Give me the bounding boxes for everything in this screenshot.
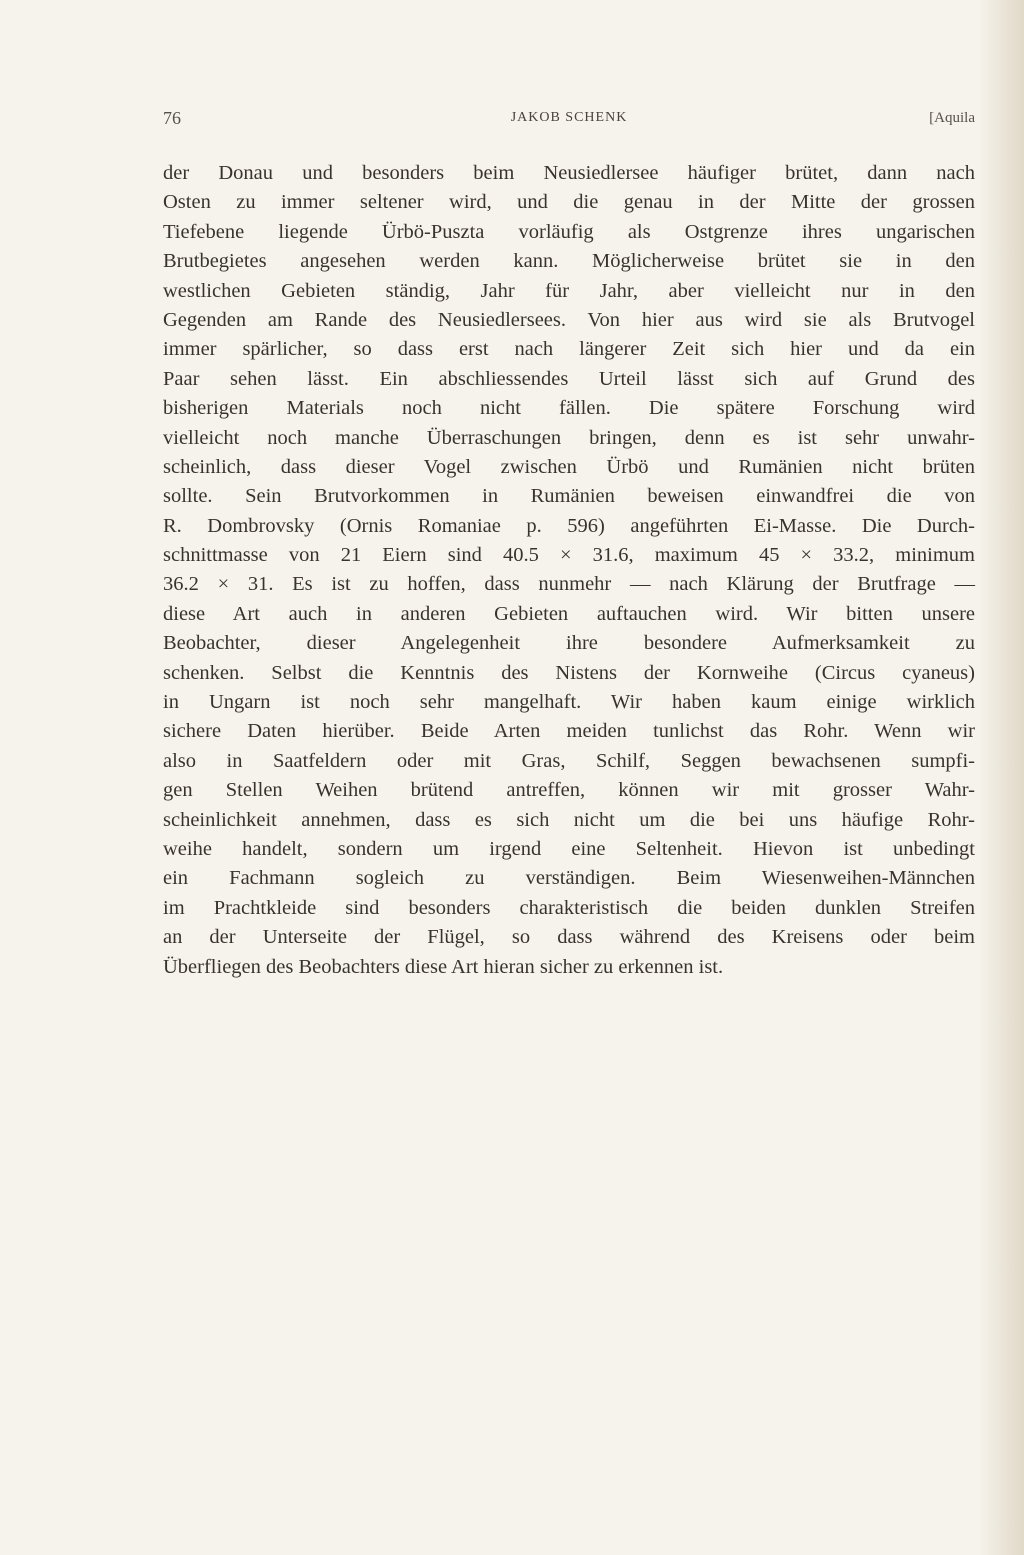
text-line: 36.2 × 31. Es ist zu hoffen, dass nunmehr — nach Klärung der Brutfrage — bbox=[163, 573, 975, 596]
text-line: scheinlichkeit annehmen, dass es sich nicht um die bei uns häufige Rohr- bbox=[163, 808, 975, 831]
text-line: sollte. Sein Brutvorkommen in Rumänien beweisen einwandfrei die von bbox=[163, 485, 975, 508]
text-line: der Donau und besonders beim Neusiedlersee häufiger brütet, dann nach bbox=[163, 162, 975, 184]
text-line: weihe handelt, sondern um irgend eine Seltenheit. Hievon ist unbedingt bbox=[163, 837, 975, 860]
text-line: diese Art auch in anderen Gebieten auftauchen wird. Wir bitten unsere bbox=[163, 602, 975, 625]
text-line: schenken. Selbst die Kenntnis des Nistens der Kornweihe (Circus cyaneus) bbox=[163, 661, 975, 684]
text-line: in Ungarn ist noch sehr mangelhaft. Wir haben kaum einige wirklich bbox=[163, 691, 975, 714]
text-line: schnittmasse von 21 Eiern sind 40.5 × 31.6, maximum 45 × 33.2, minimum bbox=[163, 544, 975, 567]
text-line: sichere Daten hierüber. Beide Arten meiden tunlichst das Rohr. Wenn wir bbox=[163, 720, 975, 743]
text-line: immer spärlicher, so dass erst nach längerer Zeit sich hier und da ein bbox=[163, 338, 975, 361]
text-line: Paar sehen lässt. Ein abschliessendes Urteil lässt sich auf Grund des bbox=[163, 367, 975, 390]
text-line: vielleicht noch manche Überraschungen bringen, denn es ist sehr unwahr- bbox=[163, 426, 975, 449]
page-header bbox=[163, 108, 975, 132]
text-line: R. Dombrovsky (Ornis Romaniae p. 596) angeführten Ei-Masse. Die Durch- bbox=[163, 514, 975, 537]
text-line: ein Fachmann sogleich zu verständigen. Beim Wiesenweihen-Männchen bbox=[163, 867, 975, 890]
text-line: an der Unterseite der Flügel, so dass während des Kreisens oder beim bbox=[163, 926, 975, 949]
text-line: Überfliegen des Beobachters diese Art hieran sicher zu erkennen ist. bbox=[163, 955, 724, 978]
body-paragraph bbox=[163, 159, 975, 982]
text-line: westlichen Gebieten ständig, Jahr für Jahr, aber vielleicht nur in den bbox=[163, 279, 975, 302]
text-line: Osten zu immer seltener wird, und die genau in der Mitte der grossen bbox=[163, 191, 975, 214]
text-line: im Prachtkleide sind besonders charakteristisch die beiden dunklen Streifen bbox=[163, 896, 975, 919]
page-edge-shadow bbox=[978, 0, 1024, 1555]
page-number: 76 bbox=[163, 108, 181, 128]
text-line: gen Stellen Weihen brütend antreffen, können wir mit grosser Wahr- bbox=[163, 779, 975, 802]
journal-name: [Aquila bbox=[929, 110, 975, 126]
text-line: bisherigen Materials noch nicht fällen. Die spätere Forschung wird bbox=[163, 397, 975, 420]
running-head-author: JAKOB SCHENK bbox=[510, 110, 628, 125]
text-line: Tiefebene liegende Ürbö-Puszta vorläufig als Ostgrenze ihres ungarischen bbox=[163, 220, 975, 243]
text-line: Gegenden am Rande des Neusiedlersees. Von hier aus wird sie als Brutvogel bbox=[163, 308, 975, 331]
text-line: Beobachter, dieser Angelegenheit ihre besondere Aufmerksamkeit zu bbox=[163, 632, 975, 655]
text-line: also in Saatfeldern oder mit Gras, Schilf, Seggen bewachsenen sumpfi- bbox=[163, 749, 975, 772]
text-line: scheinlich, dass dieser Vogel zwischen Ürbö und Rumänien nicht brüten bbox=[163, 455, 975, 478]
text-line: Brutbegietes angesehen werden kann. Möglicherweise brütet sie in den bbox=[163, 250, 975, 273]
